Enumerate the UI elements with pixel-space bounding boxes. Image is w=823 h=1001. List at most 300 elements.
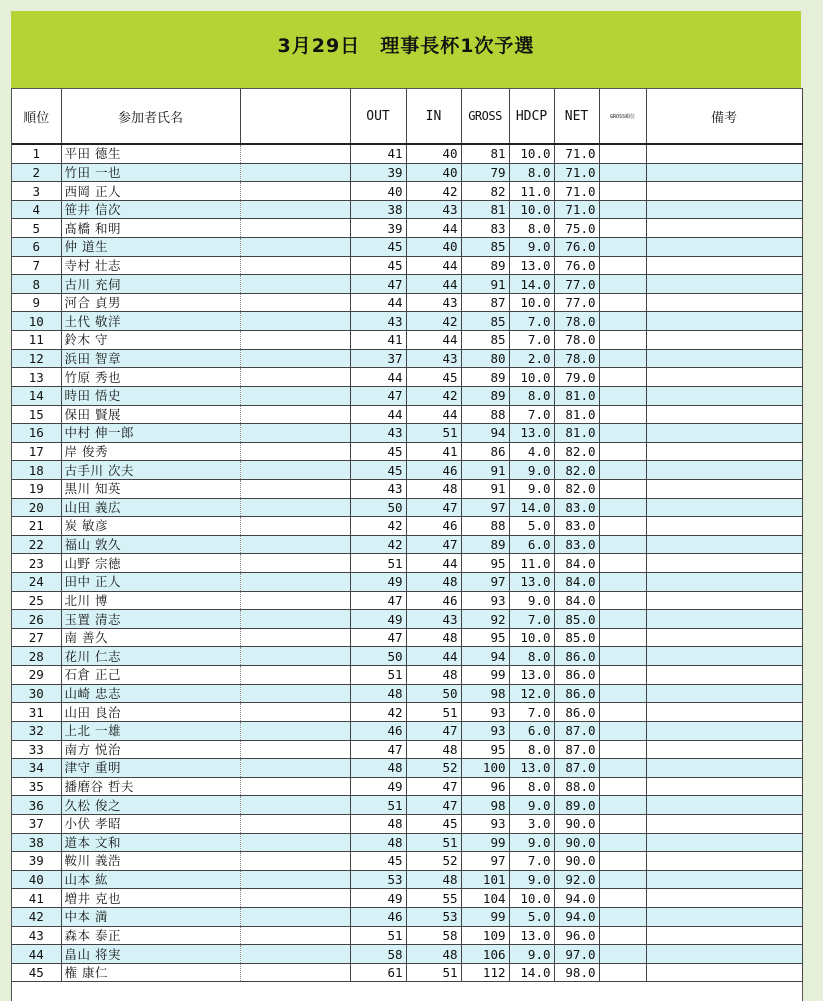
- in-cell: 46: [406, 517, 461, 536]
- net-cell: 96.0: [554, 926, 599, 945]
- remarks-cell: [646, 963, 802, 982]
- hdcp-cell: 9.0: [509, 479, 554, 498]
- remarks-cell: [646, 628, 802, 647]
- blank-cell: [240, 684, 350, 703]
- remarks-cell: [646, 498, 802, 517]
- name-cell: 時田 悟史: [61, 386, 240, 405]
- gross-cell: 89: [461, 535, 509, 554]
- table-row: [12, 424, 802, 443]
- header-net: NET: [554, 89, 599, 144]
- gross-cell: 89: [461, 386, 509, 405]
- hdcp-cell: 13.0: [509, 573, 554, 592]
- gross-rank-cell: [599, 666, 646, 685]
- rank-cell: 21: [12, 517, 61, 536]
- table-row: [12, 517, 802, 536]
- name-cell: 土代 敬洋: [61, 312, 240, 331]
- gross-cell: 106: [461, 945, 509, 964]
- table-row: [12, 684, 802, 703]
- table-row: [12, 740, 802, 759]
- blank-cell: [240, 703, 350, 722]
- in-cell: 48: [406, 666, 461, 685]
- hdcp-cell: 9.0: [509, 833, 554, 852]
- gross-rank-cell: [599, 238, 646, 257]
- net-cell: 81.0: [554, 405, 599, 424]
- gross-rank-cell: [599, 517, 646, 536]
- name-cell: 竹田 一也: [61, 163, 240, 182]
- name-cell: 増井 克也: [61, 889, 240, 908]
- net-cell: 87.0: [554, 740, 599, 759]
- rank-cell: 9: [12, 293, 61, 312]
- name-cell: 古川 充伺: [61, 275, 240, 294]
- blank-cell: [240, 666, 350, 685]
- gross-cell: 88: [461, 517, 509, 536]
- in-cell: 51: [406, 424, 461, 443]
- gross-cell: 89: [461, 256, 509, 275]
- hdcp-cell: 13.0: [509, 666, 554, 685]
- table-row: [12, 777, 802, 796]
- hdcp-cell: 10.0: [509, 144, 554, 163]
- gross-rank-cell: [599, 721, 646, 740]
- remarks-cell: [646, 926, 802, 945]
- gross-rank-cell: [599, 852, 646, 871]
- blank-cell: [240, 759, 350, 778]
- in-cell: 47: [406, 535, 461, 554]
- gross-cell: 97: [461, 498, 509, 517]
- gross-rank-cell: [599, 182, 646, 201]
- gross-rank-cell: [599, 647, 646, 666]
- out-cell: 39: [350, 163, 406, 182]
- hdcp-cell: 7.0: [509, 852, 554, 871]
- blank-cell: [240, 256, 350, 275]
- rank-cell: 8: [12, 275, 61, 294]
- rank-cell: 24: [12, 573, 61, 592]
- net-cell: 86.0: [554, 647, 599, 666]
- in-cell: 43: [406, 610, 461, 629]
- out-cell: 49: [350, 610, 406, 629]
- table-row: [12, 907, 802, 926]
- gross-rank-cell: [599, 573, 646, 592]
- header-gross: GROSS: [461, 89, 509, 144]
- name-cell: 北川 博: [61, 591, 240, 610]
- out-cell: 43: [350, 479, 406, 498]
- out-cell: 43: [350, 312, 406, 331]
- hdcp-cell: 5.0: [509, 517, 554, 536]
- hdcp-cell: 7.0: [509, 405, 554, 424]
- header-row: [12, 89, 802, 144]
- table-row: [12, 945, 802, 964]
- in-cell: 48: [406, 945, 461, 964]
- out-cell: 40: [350, 182, 406, 201]
- gross-rank-cell: [599, 740, 646, 759]
- gross-rank-cell: [599, 293, 646, 312]
- gross-rank-cell: [599, 368, 646, 387]
- rank-cell: 36: [12, 796, 61, 815]
- rank-cell: 44: [12, 945, 61, 964]
- name-cell: 南 善久: [61, 628, 240, 647]
- in-cell: 44: [406, 219, 461, 238]
- rank-cell: 35: [12, 777, 61, 796]
- net-cell: 86.0: [554, 666, 599, 685]
- rank-cell: 14: [12, 386, 61, 405]
- table-row: [12, 144, 802, 163]
- out-cell: 44: [350, 368, 406, 387]
- net-cell: 76.0: [554, 256, 599, 275]
- hdcp-cell: 2.0: [509, 349, 554, 368]
- hdcp-cell: 5.0: [509, 907, 554, 926]
- name-cell: 鈴木 守: [61, 331, 240, 350]
- table-row: [12, 293, 802, 312]
- name-cell: 黒川 知英: [61, 479, 240, 498]
- table-row: [12, 182, 802, 201]
- title-bar: [11, 11, 801, 88]
- out-cell: 49: [350, 777, 406, 796]
- in-cell: 42: [406, 312, 461, 331]
- gross-cell: 94: [461, 647, 509, 666]
- hdcp-cell: 10.0: [509, 293, 554, 312]
- out-cell: 49: [350, 889, 406, 908]
- header-in: IN: [406, 89, 461, 144]
- blank-cell: [240, 405, 350, 424]
- gross-cell: 93: [461, 591, 509, 610]
- gross-rank-cell: [599, 349, 646, 368]
- remarks-cell: [646, 535, 802, 554]
- name-cell: 上北 一雄: [61, 721, 240, 740]
- hdcp-cell: 14.0: [509, 963, 554, 982]
- hdcp-cell: 13.0: [509, 926, 554, 945]
- gross-cell: 100: [461, 759, 509, 778]
- blank-cell: [240, 907, 350, 926]
- results-sheet: [11, 88, 803, 1001]
- gross-rank-cell: [599, 833, 646, 852]
- gross-cell: 99: [461, 833, 509, 852]
- name-cell: 津守 重明: [61, 759, 240, 778]
- net-cell: 83.0: [554, 517, 599, 536]
- blank-cell: [240, 275, 350, 294]
- table-row: [12, 852, 802, 871]
- gross-cell: 99: [461, 666, 509, 685]
- blank-cell: [240, 163, 350, 182]
- name-cell: 石倉 正己: [61, 666, 240, 685]
- name-cell: 森本 泰正: [61, 926, 240, 945]
- name-cell: 山本 紘: [61, 870, 240, 889]
- out-cell: 37: [350, 349, 406, 368]
- remarks-cell: [646, 256, 802, 275]
- gross-cell: 79: [461, 163, 509, 182]
- rank-cell: 1: [12, 144, 61, 163]
- net-cell: 83.0: [554, 498, 599, 517]
- blank-cell: [240, 182, 350, 201]
- out-cell: 51: [350, 554, 406, 573]
- name-cell: 畠山 将実: [61, 945, 240, 964]
- gross-rank-cell: [599, 424, 646, 443]
- name-cell: 岸 俊秀: [61, 442, 240, 461]
- gross-cell: 86: [461, 442, 509, 461]
- blank-cell: [240, 349, 350, 368]
- rank-cell: 45: [12, 963, 61, 982]
- net-cell: 81.0: [554, 386, 599, 405]
- blank-cell: [240, 852, 350, 871]
- remarks-cell: [646, 312, 802, 331]
- gross-rank-cell: [599, 442, 646, 461]
- gross-rank-cell: [599, 907, 646, 926]
- in-cell: 51: [406, 833, 461, 852]
- table-row: [12, 331, 802, 350]
- net-cell: 84.0: [554, 573, 599, 592]
- net-cell: 78.0: [554, 331, 599, 350]
- gross-cell: 91: [461, 461, 509, 480]
- net-cell: 90.0: [554, 814, 599, 833]
- out-cell: 45: [350, 852, 406, 871]
- gross-cell: 95: [461, 554, 509, 573]
- remarks-cell: [646, 182, 802, 201]
- remarks-cell: [646, 219, 802, 238]
- table-row: [12, 796, 802, 815]
- table-row: [12, 238, 802, 257]
- rank-cell: 42: [12, 907, 61, 926]
- rank-cell: 40: [12, 870, 61, 889]
- table-row: [12, 721, 802, 740]
- hdcp-cell: 14.0: [509, 275, 554, 294]
- blank-cell: [240, 535, 350, 554]
- remarks-cell: [646, 945, 802, 964]
- name-cell: 久松 俊之: [61, 796, 240, 815]
- table-row: [12, 498, 802, 517]
- hdcp-cell: 12.0: [509, 684, 554, 703]
- blank-cell: [240, 926, 350, 945]
- name-cell: 髙橋 和明: [61, 219, 240, 238]
- in-cell: 41: [406, 442, 461, 461]
- gross-rank-cell: [599, 163, 646, 182]
- rank-cell: 3: [12, 182, 61, 201]
- gross-cell: 95: [461, 628, 509, 647]
- hdcp-cell: 9.0: [509, 945, 554, 964]
- net-cell: 71.0: [554, 163, 599, 182]
- net-cell: 86.0: [554, 684, 599, 703]
- rank-cell: 19: [12, 479, 61, 498]
- blank-cell: [240, 331, 350, 350]
- name-cell: 炭 敏彦: [61, 517, 240, 536]
- out-cell: 41: [350, 144, 406, 163]
- rank-cell: 34: [12, 759, 61, 778]
- gross-cell: 87: [461, 293, 509, 312]
- out-cell: 48: [350, 759, 406, 778]
- results-body: [12, 144, 802, 982]
- blank-cell: [240, 293, 350, 312]
- blank-cell: [240, 368, 350, 387]
- blank-cell: [240, 833, 350, 852]
- blank-cell: [240, 386, 350, 405]
- out-cell: 46: [350, 721, 406, 740]
- rank-cell: 25: [12, 591, 61, 610]
- table-row: [12, 889, 802, 908]
- rank-cell: 41: [12, 889, 61, 908]
- in-cell: 43: [406, 349, 461, 368]
- remarks-cell: [646, 852, 802, 871]
- gross-cell: 92: [461, 610, 509, 629]
- name-cell: 笹井 信次: [61, 200, 240, 219]
- in-cell: 48: [406, 479, 461, 498]
- blank-cell: [240, 238, 350, 257]
- gross-cell: 97: [461, 573, 509, 592]
- rank-cell: 6: [12, 238, 61, 257]
- net-cell: 85.0: [554, 610, 599, 629]
- table-row: [12, 666, 802, 685]
- out-cell: 61: [350, 963, 406, 982]
- gross-rank-cell: [599, 628, 646, 647]
- gross-cell: 89: [461, 368, 509, 387]
- blank-cell: [240, 424, 350, 443]
- out-cell: 51: [350, 926, 406, 945]
- out-cell: 45: [350, 461, 406, 480]
- net-cell: 71.0: [554, 182, 599, 201]
- hdcp-cell: 8.0: [509, 386, 554, 405]
- rank-cell: 2: [12, 163, 61, 182]
- blank-cell: [240, 796, 350, 815]
- gross-rank-cell: [599, 554, 646, 573]
- gross-cell: 93: [461, 721, 509, 740]
- out-cell: 47: [350, 386, 406, 405]
- in-cell: 45: [406, 814, 461, 833]
- gross-cell: 98: [461, 796, 509, 815]
- in-cell: 47: [406, 721, 461, 740]
- net-cell: 89.0: [554, 796, 599, 815]
- gross-rank-cell: [599, 312, 646, 331]
- in-cell: 51: [406, 703, 461, 722]
- blank-cell: [240, 312, 350, 331]
- hdcp-cell: 13.0: [509, 759, 554, 778]
- hdcp-cell: 13.0: [509, 424, 554, 443]
- hdcp-cell: 4.0: [509, 442, 554, 461]
- remarks-cell: [646, 349, 802, 368]
- gross-rank-cell: [599, 777, 646, 796]
- remarks-cell: [646, 833, 802, 852]
- gross-cell: 82: [461, 182, 509, 201]
- out-cell: 45: [350, 442, 406, 461]
- in-cell: 44: [406, 331, 461, 350]
- header-blank: [240, 89, 350, 144]
- blank-cell: [240, 647, 350, 666]
- net-cell: 82.0: [554, 461, 599, 480]
- out-cell: 39: [350, 219, 406, 238]
- remarks-cell: [646, 405, 802, 424]
- remarks-cell: [646, 907, 802, 926]
- net-cell: 84.0: [554, 591, 599, 610]
- remarks-cell: [646, 721, 802, 740]
- net-cell: 76.0: [554, 238, 599, 257]
- net-cell: 90.0: [554, 852, 599, 871]
- remarks-cell: [646, 703, 802, 722]
- hdcp-cell: 13.0: [509, 256, 554, 275]
- hdcp-cell: 7.0: [509, 331, 554, 350]
- net-cell: 86.0: [554, 703, 599, 722]
- rank-cell: 7: [12, 256, 61, 275]
- hdcp-cell: 8.0: [509, 163, 554, 182]
- table-row: [12, 535, 802, 554]
- out-cell: 48: [350, 833, 406, 852]
- in-cell: 40: [406, 163, 461, 182]
- rank-cell: 39: [12, 852, 61, 871]
- in-cell: 47: [406, 777, 461, 796]
- remarks-cell: [646, 796, 802, 815]
- in-cell: 52: [406, 759, 461, 778]
- gross-cell: 85: [461, 331, 509, 350]
- remarks-cell: [646, 424, 802, 443]
- gross-rank-cell: [599, 684, 646, 703]
- hdcp-cell: 8.0: [509, 777, 554, 796]
- net-cell: 78.0: [554, 312, 599, 331]
- remarks-cell: [646, 647, 802, 666]
- gross-cell: 109: [461, 926, 509, 945]
- rank-cell: 15: [12, 405, 61, 424]
- remarks-cell: [646, 144, 802, 163]
- gross-rank-cell: [599, 200, 646, 219]
- remarks-cell: [646, 740, 802, 759]
- rank-cell: 13: [12, 368, 61, 387]
- blank-cell: [240, 591, 350, 610]
- rank-cell: 18: [12, 461, 61, 480]
- net-cell: 88.0: [554, 777, 599, 796]
- blank-cell: [240, 219, 350, 238]
- gross-rank-cell: [599, 963, 646, 982]
- out-cell: 51: [350, 666, 406, 685]
- in-cell: 53: [406, 907, 461, 926]
- hdcp-cell: 7.0: [509, 312, 554, 331]
- gross-rank-cell: [599, 479, 646, 498]
- gross-rank-cell: [599, 219, 646, 238]
- in-cell: 46: [406, 461, 461, 480]
- blank-cell: [240, 498, 350, 517]
- net-cell: 71.0: [554, 144, 599, 163]
- rank-cell: 26: [12, 610, 61, 629]
- name-cell: 花川 仁志: [61, 647, 240, 666]
- remarks-cell: [646, 331, 802, 350]
- in-cell: 55: [406, 889, 461, 908]
- gross-cell: 98: [461, 684, 509, 703]
- hdcp-cell: 8.0: [509, 219, 554, 238]
- net-cell: 94.0: [554, 907, 599, 926]
- gross-cell: 112: [461, 963, 509, 982]
- gross-rank-cell: [599, 461, 646, 480]
- hdcp-cell: 9.0: [509, 796, 554, 815]
- remarks-cell: [646, 684, 802, 703]
- in-cell: 48: [406, 740, 461, 759]
- remarks-cell: [646, 293, 802, 312]
- gross-rank-cell: [599, 386, 646, 405]
- name-cell: 竹原 秀也: [61, 368, 240, 387]
- rank-cell: 17: [12, 442, 61, 461]
- net-cell: 87.0: [554, 759, 599, 778]
- name-cell: 仲 道生: [61, 238, 240, 257]
- hdcp-cell: 11.0: [509, 554, 554, 573]
- in-cell: 44: [406, 256, 461, 275]
- table-row: [12, 386, 802, 405]
- rank-cell: 43: [12, 926, 61, 945]
- table-row: [12, 814, 802, 833]
- blank-cell: [240, 200, 350, 219]
- gross-cell: 83: [461, 219, 509, 238]
- in-cell: 43: [406, 293, 461, 312]
- blank-cell: [240, 945, 350, 964]
- hdcp-cell: 6.0: [509, 535, 554, 554]
- name-cell: 山野 宗徳: [61, 554, 240, 573]
- blank-cell: [240, 610, 350, 629]
- rank-cell: 31: [12, 703, 61, 722]
- gross-cell: 85: [461, 238, 509, 257]
- in-cell: 44: [406, 554, 461, 573]
- hdcp-cell: 7.0: [509, 703, 554, 722]
- blank-cell: [240, 573, 350, 592]
- remarks-cell: [646, 200, 802, 219]
